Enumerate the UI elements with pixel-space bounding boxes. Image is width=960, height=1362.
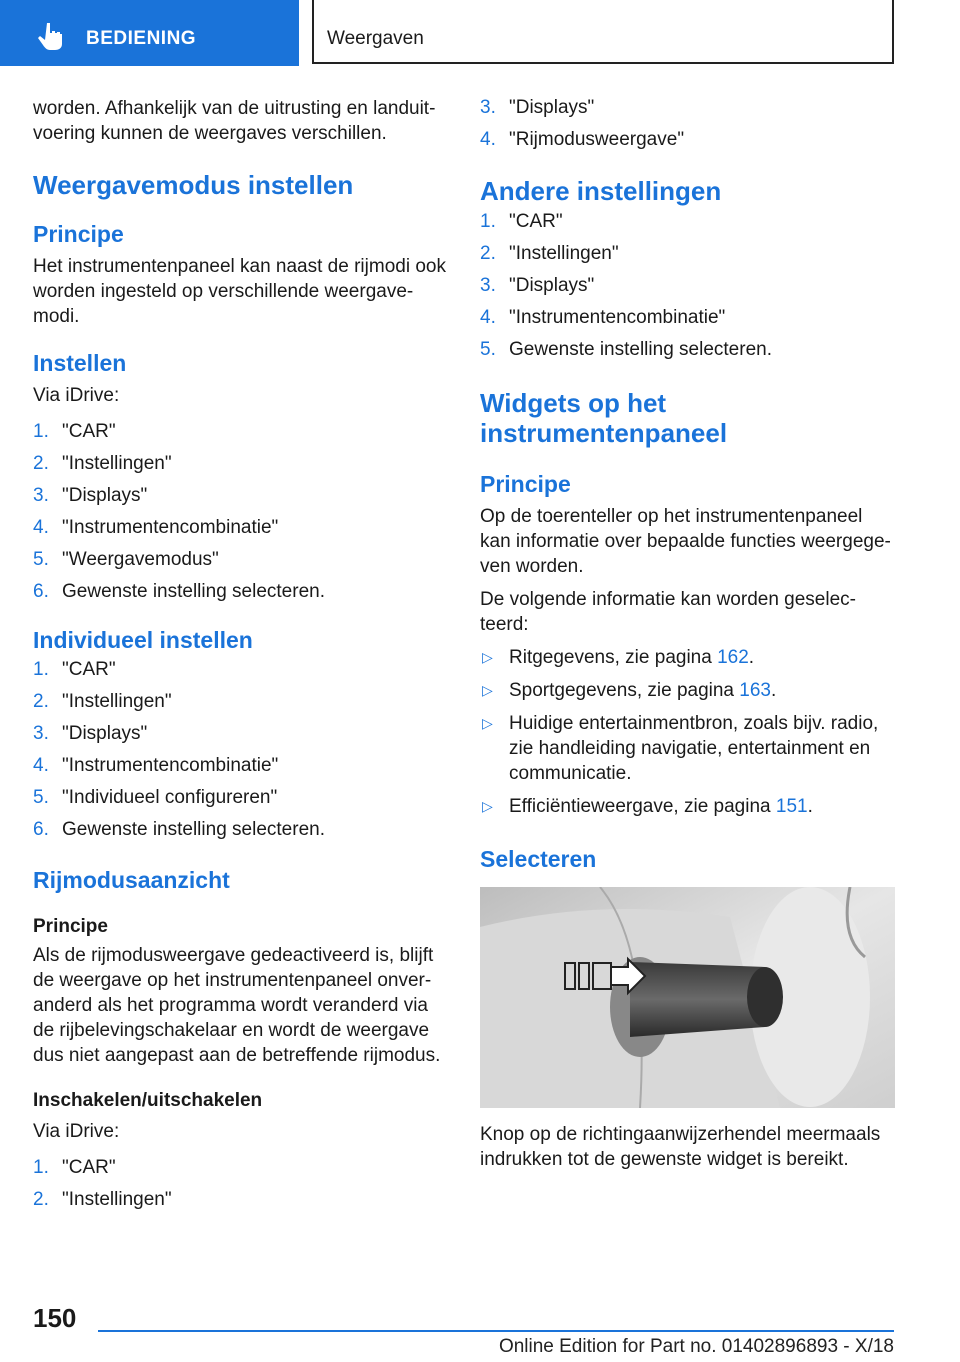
step-text: "Instrumentencombinatie": [62, 517, 279, 538]
step-number: 4.: [33, 755, 49, 776]
step-number: 4.: [480, 307, 496, 328]
topic-box: [312, 0, 894, 64]
list-item: [480, 270, 898, 302]
step-text: "Displays": [62, 723, 148, 744]
via-idrive-text: Via iDrive:: [33, 385, 120, 406]
list-item: [33, 448, 451, 480]
list-item: [33, 654, 451, 686]
step-number: 5.: [33, 787, 49, 808]
heading-andere-instellingen: Andere instellingen: [480, 176, 722, 206]
heading-inschakelen: Inschakelen/uitschakelen: [33, 1090, 263, 1111]
step-text: "Instrumentencombinatie": [62, 755, 279, 776]
list-item: ▷ Efficiëntieweergave, zie pagina 151.: [482, 796, 813, 817]
principe-text: Op de toerenteller op het instrumentenpaneel kan informatie over bepaalde functies weergegeven worden.: [480, 506, 891, 577]
steps-list: [33, 654, 451, 846]
principe-text: Het instrumentenpaneel kan naast de rijmodi ook worden ingesteld op verschillende weergavemodi.: [33, 256, 446, 327]
list-item: [480, 238, 898, 270]
heading-principe: Principe: [33, 916, 108, 937]
step-number: 1.: [33, 659, 49, 680]
step-number: 2.: [480, 243, 496, 264]
step-number: 3.: [33, 485, 49, 506]
intro-text: worden. Afhankelijk van de uitrusting en landuitvoering kunnen de weergaves verschillen.: [33, 98, 436, 144]
list-item: [480, 302, 898, 334]
topic-label: Weergaven: [327, 28, 424, 49]
list-item: [33, 814, 451, 846]
list-item: [480, 334, 898, 366]
step-text: "CAR": [62, 1157, 116, 1178]
bullet-text: Ritgegevens, zie pagina: [509, 647, 718, 668]
page-link[interactable]: 151: [775, 796, 808, 817]
step-number: 2.: [33, 691, 49, 712]
step-number: 2.: [33, 453, 49, 474]
list-item: [33, 750, 451, 782]
list-item: [33, 544, 451, 576]
step-number: 5.: [33, 549, 49, 570]
step-text: "Displays": [509, 97, 595, 118]
list-item: [480, 124, 898, 156]
list-item: [480, 206, 898, 238]
step-text: "CAR": [509, 211, 563, 232]
page-link[interactable]: 162: [717, 647, 749, 668]
list-item: [33, 1152, 451, 1184]
step-number: 5.: [480, 339, 496, 360]
step-number: 6.: [33, 819, 49, 840]
step-number: 3.: [33, 723, 49, 744]
list-item: [33, 512, 451, 544]
step-text: Gewenste instelling selecteren.: [62, 581, 325, 602]
step-number: 3.: [480, 275, 496, 296]
step-text: "Instellingen": [62, 691, 172, 712]
step-text: "Displays": [509, 275, 595, 296]
step-text: "Weergavemodus": [62, 549, 219, 570]
left-column: [33, 96, 451, 1216]
bullet-text: Huidige entertainmentbron, zoals bijv. radio, zie handleiding navigatie, entertainment en communicatie.: [509, 713, 879, 784]
list-item: [33, 576, 451, 608]
triangle-bullet-icon: ▷: [482, 649, 493, 665]
step-number: 1.: [480, 211, 496, 232]
section-label: BEDIENING: [86, 28, 197, 49]
heading-weergavemodus: Weergavemodus instellen: [33, 170, 354, 200]
step-text: "Instellingen": [62, 1189, 172, 1210]
triangle-bullet-icon: ▷: [482, 682, 493, 698]
list-item: [33, 416, 451, 448]
turn-signal-lever-image: [480, 887, 895, 1108]
bullet-text: Sportgegevens, zie pagina: [509, 680, 740, 701]
steps-list: [33, 1152, 451, 1216]
list-item: ▷ Sportgegevens, zie pagina 163.: [482, 680, 777, 701]
hand-pointer-icon: [36, 20, 66, 50]
bullet-text: Efficiëntieweergave, zie pagina: [509, 796, 776, 817]
heading-widgets: Widgets op het instrumentenpaneel: [480, 388, 728, 448]
step-number: 4.: [480, 129, 496, 150]
step-text: "Instellingen": [62, 453, 172, 474]
steps-list: [480, 206, 898, 366]
image-caption: Knop op de richtingaanwijzerhendel meermaals indrukken tot de gewenste widget is bereikt.: [480, 1124, 881, 1170]
right-column: [480, 96, 898, 1172]
heading-principe: Principe: [480, 471, 571, 497]
step-number: 6.: [33, 581, 49, 602]
heading-instellen: Instellen: [33, 350, 127, 376]
list-item: [33, 686, 451, 718]
heading-rijmodusaanzicht: Rijmodusaanzicht: [33, 867, 230, 893]
list-item: [33, 1184, 451, 1216]
step-number: 3.: [480, 97, 496, 118]
list-item: [33, 480, 451, 512]
heading-individueel: Individueel instellen: [33, 627, 253, 653]
list-item: ▷ Ritgegevens, zie pagina 162.: [482, 647, 755, 668]
steps-list: [33, 416, 451, 608]
step-text: "Individueel configureren": [62, 787, 278, 808]
page-header: [0, 0, 960, 66]
step-text: "CAR": [62, 659, 116, 680]
step-text: "Displays": [62, 485, 148, 506]
edition-text: Online Edition for Part no. 01402896893 - X/18: [498, 1336, 894, 1357]
section-tab[interactable]: [0, 0, 299, 66]
footer-divider: [98, 1330, 894, 1332]
list-item: [33, 718, 451, 750]
step-text: "Rijmodusweergave": [509, 129, 685, 150]
step-text: "CAR": [62, 421, 116, 442]
list-item: [480, 92, 898, 124]
via-idrive-text: Via iDrive:: [33, 1121, 120, 1142]
page-number: 150: [33, 1303, 77, 1333]
select-text: De volgende informatie kan worden geselecteerd:: [480, 589, 856, 635]
heading-selecteren: Selecteren: [480, 846, 597, 872]
list-item: [33, 782, 451, 814]
step-text: Gewenste instelling selecteren.: [509, 339, 772, 360]
steps-list: [480, 92, 898, 156]
step-number: 4.: [33, 517, 49, 538]
step-number: 1.: [33, 421, 49, 442]
step-text: "Instrumentencombinatie": [509, 307, 726, 328]
principe-text: Als de rijmodusweergave gedeactiveerd is, blijft de weergave op het instrumentenpaneel onveranderd als het programma wordt veranderd via de rijbelevingschakelaar en wordt de weergave dus niet aangepast aan de betreffende rijmodus.: [33, 945, 441, 1066]
step-number: 2.: [33, 1189, 49, 1210]
step-text: "Instellingen": [509, 243, 619, 264]
step-text: Gewenste instelling selecteren.: [62, 819, 325, 840]
heading-principe: Principe: [33, 221, 124, 247]
step-number: 1.: [33, 1157, 49, 1178]
info-list: [480, 645, 898, 819]
triangle-bullet-icon: ▷: [482, 715, 493, 731]
list-item: [480, 711, 898, 786]
triangle-bullet-icon: ▷: [482, 798, 493, 814]
page-link[interactable]: 163: [739, 680, 771, 701]
